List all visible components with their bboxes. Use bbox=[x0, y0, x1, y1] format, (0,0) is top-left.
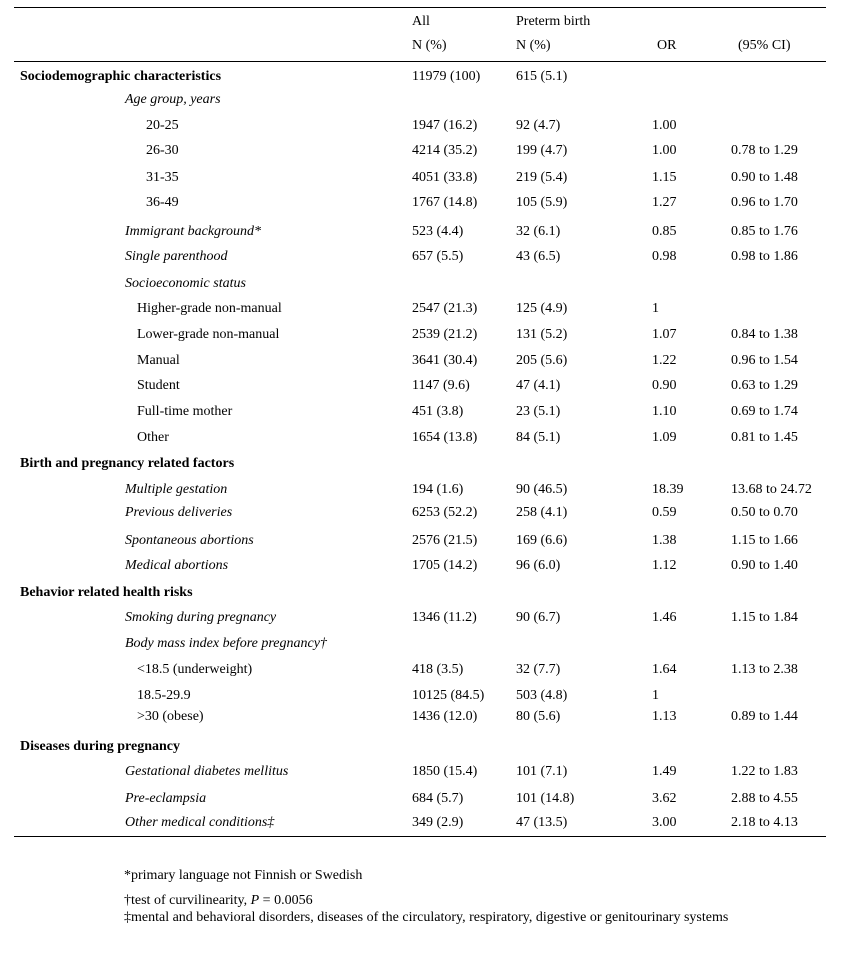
header-all-line2: N (%) bbox=[412, 38, 447, 53]
cell-odds-ratio: 1.07 bbox=[652, 327, 677, 342]
cell-all-n: 451 (3.8) bbox=[412, 404, 464, 419]
cell-odds-ratio: 1.38 bbox=[652, 533, 677, 548]
row-label: 36-49 bbox=[146, 195, 179, 210]
header-all-line1: All bbox=[412, 14, 430, 29]
cell-confidence-interval: 0.90 to 1.40 bbox=[731, 558, 798, 573]
cell-confidence-interval: 0.98 to 1.86 bbox=[731, 249, 798, 264]
cell-preterm-n: 80 (5.6) bbox=[516, 709, 561, 724]
section-heading: Diseases during pregnancy bbox=[20, 739, 180, 754]
cell-odds-ratio: 0.90 bbox=[652, 378, 677, 393]
row-label: Multiple gestation bbox=[125, 482, 228, 497]
footnote-immigrant: *primary language not Finnish or Swedish bbox=[124, 868, 363, 883]
cell-preterm-n: 615 (5.1) bbox=[516, 69, 568, 84]
footnote-medical-conditions: ‡mental and behavioral disorders, diseases of the circulatory, respiratory, digestive or genitourinary systems bbox=[124, 910, 729, 925]
header-rule bbox=[14, 61, 826, 62]
cell-odds-ratio: 1.15 bbox=[652, 170, 677, 185]
footnote-p-value: = 0.0056 bbox=[259, 893, 313, 908]
cell-odds-ratio: 3.62 bbox=[652, 791, 677, 806]
cell-odds-ratio: 1.09 bbox=[652, 430, 677, 445]
row-label: Spontaneous abortions bbox=[125, 533, 254, 548]
cell-all-n: 1705 (14.2) bbox=[412, 558, 478, 573]
cell-all-n: 2547 (21.3) bbox=[412, 301, 478, 316]
cell-preterm-n: 503 (4.8) bbox=[516, 688, 568, 703]
row-label: <18.5 (underweight) bbox=[137, 662, 253, 677]
section-heading: Birth and pregnancy related factors bbox=[20, 456, 235, 471]
cell-all-n: 657 (5.5) bbox=[412, 249, 464, 264]
cell-odds-ratio: 1.12 bbox=[652, 558, 677, 573]
cell-confidence-interval: 0.78 to 1.29 bbox=[731, 143, 798, 158]
cell-odds-ratio: 1.64 bbox=[652, 662, 677, 677]
cell-odds-ratio: 1.10 bbox=[652, 404, 677, 419]
cell-odds-ratio: 1.22 bbox=[652, 353, 677, 368]
row-label: Full-time mother bbox=[137, 404, 233, 419]
cell-preterm-n: 125 (4.9) bbox=[516, 301, 568, 316]
header-or: OR bbox=[657, 38, 677, 53]
cell-confidence-interval: 13.68 to 24.72 bbox=[731, 482, 812, 497]
cell-odds-ratio: 1.00 bbox=[652, 118, 677, 133]
cell-preterm-n: 84 (5.1) bbox=[516, 430, 561, 445]
top-rule bbox=[14, 7, 826, 8]
cell-confidence-interval: 0.90 to 1.48 bbox=[731, 170, 798, 185]
cell-preterm-n: 47 (4.1) bbox=[516, 378, 561, 393]
row-label: Higher-grade non-manual bbox=[137, 301, 282, 316]
cell-preterm-n: 90 (46.5) bbox=[516, 482, 568, 497]
row-label: Smoking during pregnancy bbox=[125, 610, 277, 625]
row-label: Other medical conditions‡ bbox=[125, 815, 275, 830]
row-label: Previous deliveries bbox=[125, 505, 233, 520]
row-label: Lower-grade non-manual bbox=[137, 327, 280, 342]
section-heading: Behavior related health risks bbox=[20, 585, 193, 600]
cell-preterm-n: 205 (5.6) bbox=[516, 353, 568, 368]
row-label: Other bbox=[137, 430, 169, 445]
row-label: >30 (obese) bbox=[137, 709, 204, 724]
header-preterm-line1: Preterm birth bbox=[516, 14, 591, 29]
cell-odds-ratio: 1.27 bbox=[652, 195, 677, 210]
row-label: 31-35 bbox=[146, 170, 179, 185]
cell-all-n: 2576 (21.5) bbox=[412, 533, 478, 548]
cell-all-n: 6253 (52.2) bbox=[412, 505, 478, 520]
cell-confidence-interval: 0.81 to 1.45 bbox=[731, 430, 798, 445]
cell-odds-ratio: 1 bbox=[652, 688, 659, 703]
cell-confidence-interval: 1.15 to 1.84 bbox=[731, 610, 798, 625]
row-label: Body mass index before pregnancy† bbox=[125, 636, 327, 651]
cell-preterm-n: 101 (14.8) bbox=[516, 791, 575, 806]
cell-all-n: 1436 (12.0) bbox=[412, 709, 478, 724]
cell-preterm-n: 32 (7.7) bbox=[516, 662, 561, 677]
row-label: 18.5-29.9 bbox=[137, 688, 191, 703]
section-heading: Sociodemographic characteristics bbox=[20, 69, 222, 84]
cell-all-n: 349 (2.9) bbox=[412, 815, 464, 830]
cell-all-n: 1654 (13.8) bbox=[412, 430, 478, 445]
cell-confidence-interval: 2.18 to 4.13 bbox=[731, 815, 798, 830]
cell-preterm-n: 169 (6.6) bbox=[516, 533, 568, 548]
cell-confidence-interval: 0.84 to 1.38 bbox=[731, 327, 798, 342]
cell-odds-ratio: 18.39 bbox=[652, 482, 684, 497]
cell-preterm-n: 258 (4.1) bbox=[516, 505, 568, 520]
cell-preterm-n: 219 (5.4) bbox=[516, 170, 568, 185]
row-label: Student bbox=[137, 378, 180, 393]
cell-all-n: 11979 (100) bbox=[412, 69, 481, 84]
cell-preterm-n: 101 (7.1) bbox=[516, 764, 568, 779]
header-preterm-line2: N (%) bbox=[516, 38, 551, 53]
footnote-p-symbol: P bbox=[250, 893, 260, 908]
cell-preterm-n: 92 (4.7) bbox=[516, 118, 561, 133]
cell-confidence-interval: 0.85 to 1.76 bbox=[731, 224, 798, 239]
cell-preterm-n: 47 (13.5) bbox=[516, 815, 568, 830]
footnote-curvilinearity-prefix: †test of curvilinearity, bbox=[124, 893, 251, 908]
cell-all-n: 684 (5.7) bbox=[412, 791, 464, 806]
cell-all-n: 10125 (84.5) bbox=[412, 688, 485, 703]
cell-preterm-n: 90 (6.7) bbox=[516, 610, 561, 625]
cell-all-n: 4214 (35.2) bbox=[412, 143, 478, 158]
cell-confidence-interval: 1.22 to 1.83 bbox=[731, 764, 798, 779]
row-label: Age group, years bbox=[125, 92, 221, 107]
cell-odds-ratio: 0.85 bbox=[652, 224, 677, 239]
cell-preterm-n: 23 (5.1) bbox=[516, 404, 561, 419]
bottom-rule bbox=[14, 836, 826, 837]
cell-all-n: 2539 (21.2) bbox=[412, 327, 478, 342]
cell-confidence-interval: 2.88 to 4.55 bbox=[731, 791, 798, 806]
cell-all-n: 418 (3.5) bbox=[412, 662, 464, 677]
cell-confidence-interval: 0.96 to 1.54 bbox=[731, 353, 798, 368]
cell-all-n: 1850 (15.4) bbox=[412, 764, 478, 779]
row-label: 26-30 bbox=[146, 143, 179, 158]
cell-confidence-interval: 0.96 to 1.70 bbox=[731, 195, 798, 210]
cell-all-n: 1346 (11.2) bbox=[412, 610, 477, 625]
cell-preterm-n: 32 (6.1) bbox=[516, 224, 561, 239]
cell-odds-ratio: 0.98 bbox=[652, 249, 677, 264]
cell-confidence-interval: 1.13 to 2.38 bbox=[731, 662, 798, 677]
cell-all-n: 194 (1.6) bbox=[412, 482, 464, 497]
header-ci: (95% CI) bbox=[738, 38, 791, 53]
row-label: Pre-eclampsia bbox=[125, 791, 207, 806]
cell-odds-ratio: 1.00 bbox=[652, 143, 677, 158]
cell-preterm-n: 105 (5.9) bbox=[516, 195, 568, 210]
row-label: Socioeconomic status bbox=[125, 276, 246, 291]
cell-confidence-interval: 0.89 to 1.44 bbox=[731, 709, 798, 724]
row-label: Immigrant background* bbox=[125, 224, 261, 239]
cell-preterm-n: 199 (4.7) bbox=[516, 143, 568, 158]
cell-preterm-n: 43 (6.5) bbox=[516, 249, 561, 264]
cell-odds-ratio: 1.46 bbox=[652, 610, 677, 625]
cell-odds-ratio: 1.49 bbox=[652, 764, 677, 779]
cell-all-n: 3641 (30.4) bbox=[412, 353, 478, 368]
cell-confidence-interval: 0.50 to 0.70 bbox=[731, 505, 798, 520]
row-label: Medical abortions bbox=[125, 558, 229, 573]
footnote-curvilinearity bbox=[124, 893, 824, 909]
cell-all-n: 4051 (33.8) bbox=[412, 170, 478, 185]
cell-odds-ratio: 3.00 bbox=[652, 815, 677, 830]
cell-all-n: 1767 (14.8) bbox=[412, 195, 478, 210]
row-label: Gestational diabetes mellitus bbox=[125, 764, 289, 779]
cell-odds-ratio: 1.13 bbox=[652, 709, 677, 724]
cell-preterm-n: 96 (6.0) bbox=[516, 558, 561, 573]
cell-confidence-interval: 0.69 to 1.74 bbox=[731, 404, 798, 419]
row-label: Single parenthood bbox=[125, 249, 228, 264]
cell-odds-ratio: 0.59 bbox=[652, 505, 677, 520]
cell-preterm-n: 131 (5.2) bbox=[516, 327, 568, 342]
cell-odds-ratio: 1 bbox=[652, 301, 659, 316]
row-label: 20-25 bbox=[146, 118, 179, 133]
cell-confidence-interval: 0.63 to 1.29 bbox=[731, 378, 798, 393]
cell-all-n: 523 (4.4) bbox=[412, 224, 464, 239]
cell-all-n: 1147 (9.6) bbox=[412, 378, 470, 393]
row-label: Manual bbox=[137, 353, 180, 368]
cell-all-n: 1947 (16.2) bbox=[412, 118, 478, 133]
cell-confidence-interval: 1.15 to 1.66 bbox=[731, 533, 798, 548]
